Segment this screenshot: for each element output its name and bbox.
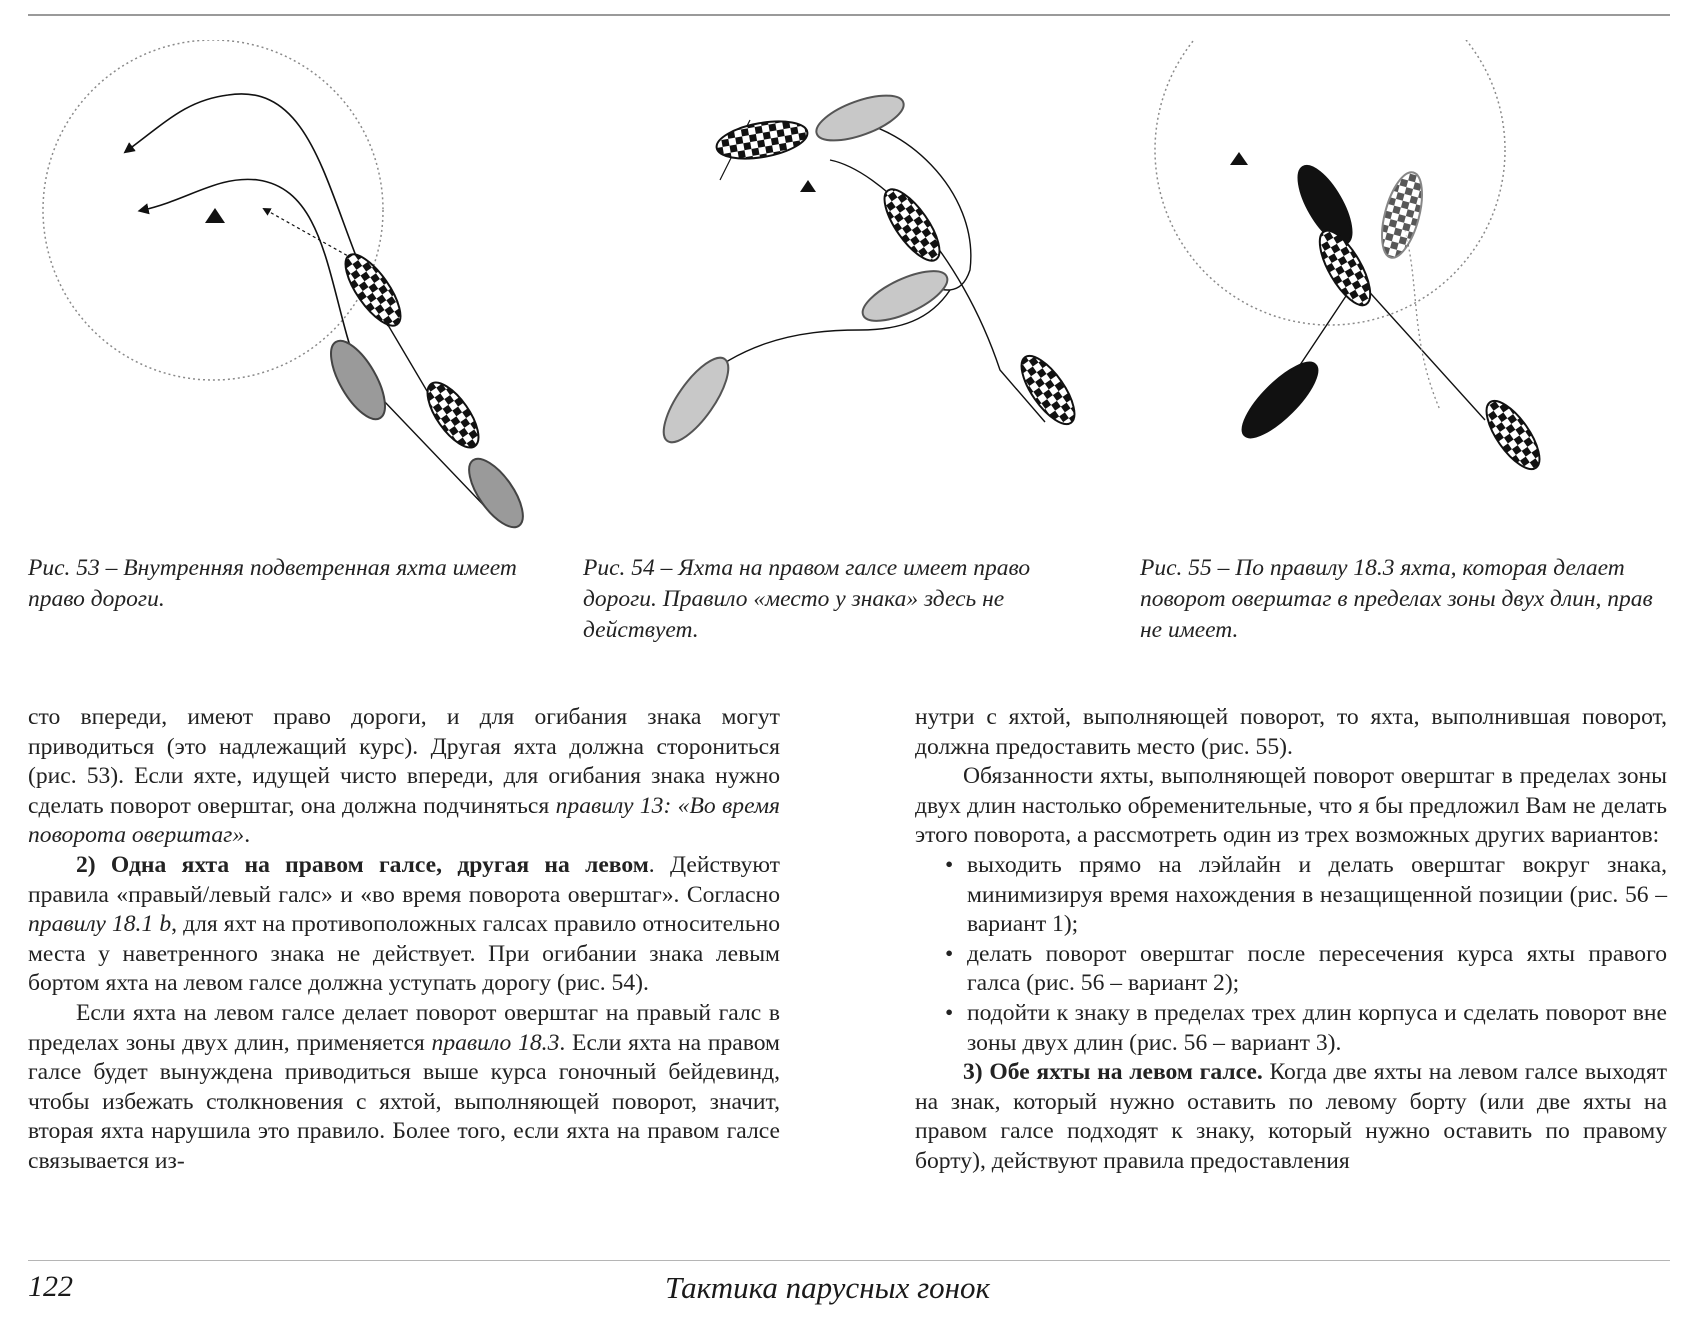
- figure-54-diagram: [650, 40, 1110, 540]
- paragraph: сто впереди, имеют право дороги, и для огибания знака могут приводиться (это надлежащий курс). Другая яхта должна сторониться (рис. 53). Если яхте, идущей чисто впереди, для огибания знака нужно сделать поворот оверштаг, она должна подчиняться правилу 13: «Во время поворота оверштаг».: [28, 704, 780, 849]
- figure-55-diagram: [1140, 40, 1680, 540]
- boat-gray: [459, 450, 533, 535]
- right-column: [915, 703, 1667, 1177]
- boat-gray: [320, 333, 395, 427]
- list-item: • делать поворот оверштаг после пересечения курса яхты правого галса (рис. 56 – вариант 2);: [967, 940, 1667, 999]
- mark-icon: [1230, 152, 1248, 165]
- track-line: [128, 94, 388, 326]
- figure-54-caption: Рис. 54 – Яхта на правом галсе имеет право дороги. Правило «место у знака» здесь не действует.: [583, 555, 1031, 643]
- boat-checkered: [1374, 168, 1430, 262]
- list-item: • подойти к знаку в пределах трех длин корпуса и сделать поворот вне зоны двух длин (рис. 56 – вариант 3).: [967, 999, 1667, 1058]
- boat-light-gray: [653, 349, 740, 452]
- track-line: [143, 179, 358, 370]
- bottom-rule: [28, 1260, 1670, 1261]
- boat-light-gray: [811, 86, 909, 149]
- boat-checkered: [1477, 393, 1549, 477]
- figure-54: [650, 40, 1110, 540]
- boat-checkered: [1012, 348, 1084, 432]
- paragraph: нутри с яхтой, выполняющей поворот, то яхта, выполнившая поворот, должна предоставить место (рис. 55).: [915, 704, 1667, 760]
- paragraph: 3) Обе яхты на левом галсе. Когда две яхты на левом галсе выходят на знак, который нужно оставить по левому борту (или две яхты на правом галсе подходят к знаку, который нужно оставить по правому борту), действуют правила предоставления: [915, 1059, 1668, 1174]
- boat-checkered: [875, 181, 949, 268]
- figure-55-caption: Рис. 55 – По правилу 18.3 яхта, которая делает поворот оверштаг в пределах зоны двух длин, прав не имеет.: [1140, 555, 1653, 643]
- track-line: [1405, 230, 1440, 410]
- boat-checkered: [336, 246, 410, 333]
- page-number: 122: [28, 1270, 73, 1303]
- boat-checkered: [418, 375, 488, 456]
- top-rule: [28, 14, 1670, 16]
- two-length-zone-circle: [43, 40, 383, 380]
- left-column: [28, 703, 780, 1177]
- paragraph: 2) Одна яхта на правом галсе, другая на левом. Действуют правила «правый/левый галс» и «во время поворота оверштаг». Согласно правилу 18.1 b, для яхт на противоположных галсах правило относительно места у наветренного знака не действует. При огибании знака левым бортом яхта на левом галсе должна уступать дорогу (рис. 54).: [28, 851, 780, 997]
- list-item: • выходить прямо на лэйлайн и делать оверштаг вокруг знака, минимизируя время нахождения в незащищенной позиции (рис. 56 – вариант 1);: [967, 851, 1667, 940]
- paragraph: Если яхта на левом галсе делает поворот оверштаг на правый галс в пределах зоны двух длин, применяется правило 18.3. Если яхта на правом галсе будет вынуждена приводиться выше курса гоночный бейдевинд, чтобы избежать столкновения с яхтой, выполняющей поворот, значит, вторая яхта нарушила это правило. Более того, если яхта на правом галсе связывается из-: [28, 999, 780, 1174]
- figure-53-caption: Рис. 53 – Внутренняя подветренная яхта имеет право дороги.: [28, 555, 517, 612]
- options-list: [915, 851, 1667, 1058]
- boat-light-gray: [856, 261, 954, 331]
- mark-icon: [205, 208, 225, 223]
- boat-dark: [1233, 353, 1328, 448]
- figure-53-diagram: [28, 40, 548, 540]
- book-title: Тактика парусных гонок: [665, 1270, 991, 1305]
- paragraph: Обязанности яхты, выполняющей поворот оверштаг в пределах зоны двух длин настолько обременительные, что я бы предложил Вам не делать этого поворота, а рассмотреть один из трех возможных других вариантов:: [915, 763, 1667, 849]
- figure-53: [28, 40, 548, 540]
- boat-checkered: [714, 115, 811, 164]
- mark-icon: [800, 180, 816, 192]
- figure-55: [1140, 40, 1680, 540]
